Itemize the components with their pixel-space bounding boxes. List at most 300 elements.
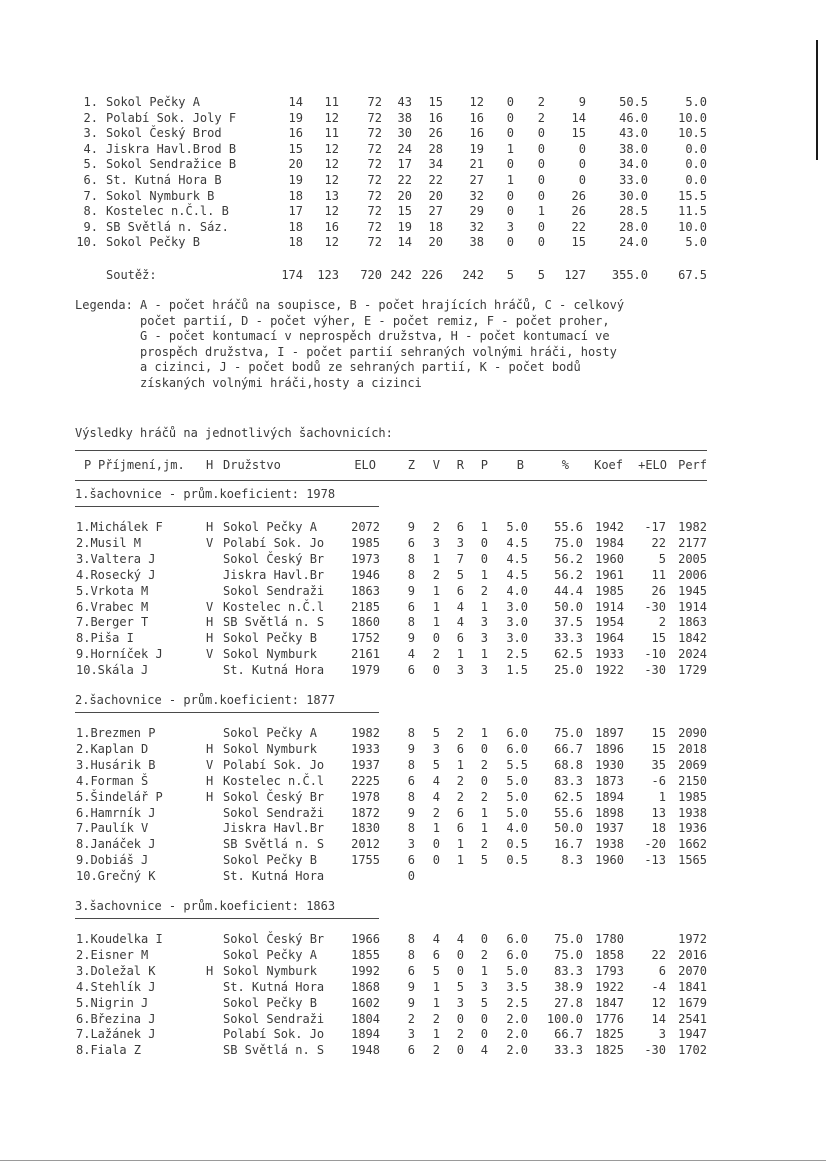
player-elo: 2185 (351, 599, 380, 614)
player-pct: 37.5 (554, 615, 583, 630)
team-col-e: 15 (428, 95, 443, 109)
player-team: Kostelec n.Č.l (223, 773, 325, 788)
team-col-f: 32 (469, 188, 484, 203)
player-r: 2 (456, 726, 464, 740)
player-pct: 27.8 (554, 995, 583, 1010)
player-team: SB Světlá n. S (223, 615, 325, 630)
header-h: H (206, 458, 214, 472)
player-r: 6 (456, 821, 464, 836)
player-elo: 1755 (351, 853, 380, 868)
player-koef: 1960 (595, 551, 624, 566)
player-host-flag: H (206, 631, 214, 646)
player-perf: 1985 (678, 789, 707, 804)
header-koef: Koef (594, 458, 623, 472)
player-elo: 2072 (351, 520, 380, 534)
player-name: 6.Hamrník J (76, 805, 156, 820)
player-team: Sokol Pečky A (223, 947, 317, 962)
team-col-b: 12 (324, 204, 339, 219)
team-col-j: 30.0 (619, 188, 648, 203)
team-rank: 5. (83, 157, 98, 172)
player-b: 3.5 (506, 979, 528, 994)
team-col-a: 18 (288, 235, 303, 250)
player-r: 1 (456, 837, 464, 852)
player-p: 1 (480, 520, 488, 534)
team-col-g: 3 (506, 219, 514, 234)
player-r: 1 (456, 853, 464, 868)
player-koef: 1873 (595, 773, 624, 788)
player-perf: 2090 (678, 726, 707, 740)
board-title: 2.šachovnice - prům.koeficient: 1877 (75, 693, 336, 707)
player-team: SB Světlá n. S (223, 837, 325, 852)
team-col-k: 0.0 (685, 157, 707, 172)
team-col-f: 21 (469, 157, 484, 172)
player-perf: 2016 (678, 947, 707, 962)
player-pct: 50.0 (554, 821, 583, 836)
player-pct: 44.4 (554, 583, 583, 598)
player-perf: 2018 (678, 741, 707, 756)
player-r: 4 (456, 615, 464, 630)
player-pct: 75.0 (554, 726, 583, 740)
player-r: 1 (456, 647, 464, 662)
player-z: 4 (407, 647, 415, 662)
player-koef: 1938 (595, 837, 624, 852)
player-v: 1 (432, 979, 440, 994)
player-name: 10.Skála J (76, 663, 149, 678)
player-v: 1 (432, 821, 440, 836)
player-team: Sokol Pečky B (223, 853, 317, 868)
player-elo: 1978 (351, 789, 380, 804)
player-team: Sokol Český Br (223, 789, 325, 804)
player-pct: 56.2 (554, 567, 583, 582)
player-z: 3 (407, 837, 415, 852)
player-delo: -30 (644, 663, 666, 678)
player-b: 3.0 (506, 615, 528, 630)
player-b: 0.5 (506, 837, 528, 852)
team-col-b: 12 (324, 173, 339, 187)
player-koef: 1793 (595, 963, 624, 978)
player-pct: 33.3 (554, 631, 583, 646)
player-p: 1 (480, 726, 488, 740)
totals-col-j: 355.0 (611, 268, 648, 282)
player-delo: 15 (651, 726, 666, 740)
player-b: 6.0 (506, 947, 528, 962)
player-pct: 38.9 (554, 979, 583, 994)
player-perf: 1842 (678, 631, 707, 646)
team-col-a: 17 (288, 204, 303, 219)
player-r: 0 (456, 1011, 464, 1026)
team-col-h: 0 (537, 173, 545, 187)
team-col-d: 38 (397, 110, 412, 125)
player-pct: 55.6 (554, 520, 583, 534)
player-team: Sokol Sendraži (223, 805, 325, 820)
player-name: 6.Březina J (76, 1011, 156, 1026)
team-col-f: 29 (469, 204, 484, 219)
player-r: 2 (456, 1027, 464, 1042)
team-col-j: 34.0 (619, 157, 648, 172)
player-perf: 2070 (678, 963, 707, 978)
player-delo: 6 (658, 963, 666, 978)
player-elo: 1973 (351, 551, 380, 566)
team-col-a: 16 (288, 126, 303, 141)
player-elo: 1863 (351, 583, 380, 598)
player-z: 6 (407, 853, 415, 868)
player-v: 0 (432, 837, 440, 852)
player-perf: 1863 (678, 615, 707, 630)
player-p: 0 (480, 932, 488, 946)
player-b: 5.0 (506, 963, 528, 978)
player-name: 8.Piša I (76, 631, 134, 646)
player-r: 6 (456, 631, 464, 646)
player-r: 6 (456, 805, 464, 820)
player-v: 2 (432, 1043, 440, 1058)
player-team: St. Kutná Hora (223, 869, 325, 884)
player-p: 3 (480, 663, 488, 678)
player-elo: 1979 (351, 663, 380, 678)
header-v: V (432, 458, 440, 472)
team-col-e: 22 (428, 173, 443, 187)
player-pct: 75.0 (554, 535, 583, 550)
player-team: SB Světlá n. S (223, 1043, 325, 1058)
player-z: 6 (407, 599, 415, 614)
player-perf: 1982 (678, 520, 707, 534)
legend-line: prospěch družstva, I - počet partií sehraných volnými hráči, hosty (75, 344, 617, 359)
player-name: 4.Stehlík J (76, 979, 156, 994)
player-team: Polabí Sok. Jo (223, 535, 325, 550)
board-title-rule (75, 918, 379, 919)
player-name: 5.Vrkota M (76, 583, 149, 598)
player-v: 4 (432, 789, 440, 804)
player-z: 6 (407, 773, 415, 788)
player-r: 2 (456, 773, 464, 788)
team-col-b: 16 (324, 219, 339, 234)
player-elo: 1982 (351, 726, 380, 740)
player-elo: 1872 (351, 805, 380, 820)
team-col-e: 20 (428, 188, 443, 203)
team-col-b: 11 (324, 126, 339, 141)
player-name: 3.Husárik B (76, 757, 156, 772)
legend-line: Legenda: A - počet hráčů na soupisce, B - počet hrajících hráčů, C - celkový (75, 298, 625, 312)
player-r: 1 (456, 757, 464, 772)
board-title-rule (75, 712, 379, 713)
player-team: St. Kutná Hora (223, 663, 325, 678)
player-elo: 1830 (351, 821, 380, 836)
player-z: 8 (407, 757, 415, 772)
player-elo: 1804 (351, 1011, 380, 1026)
player-perf: 1565 (678, 853, 707, 868)
team-col-i: 22 (571, 219, 586, 234)
team-col-i: 15 (571, 126, 586, 141)
player-perf: 1679 (678, 995, 707, 1010)
player-b: 2.0 (506, 1027, 528, 1042)
team-col-i: 15 (571, 235, 586, 250)
team-col-g: 0 (506, 126, 514, 141)
header-b: B (516, 458, 524, 472)
team-col-e: 26 (428, 126, 443, 141)
board-title: 3.šachovnice - prům.koeficient: 1863 (75, 899, 336, 913)
player-p: 1 (480, 567, 488, 582)
player-delo: 13 (651, 805, 666, 820)
player-delo: 1 (658, 789, 666, 804)
player-delo: -10 (644, 647, 666, 662)
player-pct: 25.0 (554, 663, 583, 678)
player-p: 2 (480, 837, 488, 852)
totals-col-a: 174 (281, 268, 303, 282)
player-pct: 8.3 (561, 853, 583, 868)
player-koef: 1930 (595, 757, 624, 772)
header-perf: Perf (678, 458, 707, 472)
team-col-k: 5.0 (685, 235, 707, 250)
team-col-c: 72 (367, 235, 382, 250)
player-delo: 22 (651, 535, 666, 550)
player-team: Sokol Nymburk (223, 741, 317, 756)
header-team: Družstvo (223, 458, 281, 472)
team-col-d: 19 (397, 219, 412, 234)
player-perf: 1945 (678, 583, 707, 598)
player-delo: -30 (644, 1043, 666, 1058)
player-koef: 1825 (595, 1043, 624, 1058)
player-p: 0 (480, 741, 488, 756)
totals-col-d: 242 (390, 268, 412, 282)
team-col-d: 30 (397, 126, 412, 141)
player-p: 5 (480, 995, 488, 1010)
player-z: 6 (407, 963, 415, 978)
team-col-c: 72 (367, 204, 382, 219)
team-col-g: 0 (506, 204, 514, 219)
player-p: 1 (480, 963, 488, 978)
team-col-e: 18 (428, 219, 443, 234)
player-r: 5 (456, 979, 464, 994)
player-name: 3.Doležal K (76, 963, 156, 978)
player-delo: 22 (651, 947, 666, 962)
team-rank: 7. (83, 188, 98, 203)
player-pct: 62.5 (554, 789, 583, 804)
player-elo: 1937 (351, 757, 380, 772)
player-p: 1 (480, 821, 488, 836)
player-b: 0.5 (506, 853, 528, 868)
player-delo: 3 (658, 1027, 666, 1042)
player-team: Sokol Pečky A (223, 726, 317, 740)
header-pct: % (561, 458, 569, 472)
player-b: 2.5 (506, 995, 528, 1010)
player-p: 0 (480, 773, 488, 788)
team-col-b: 13 (324, 188, 339, 203)
legend-line: G - počet kontumací v neprospěch družstva, H - počet kontumací ve (75, 329, 610, 344)
team-col-h: 0 (537, 126, 545, 141)
player-r: 2 (456, 789, 464, 804)
player-perf: 2177 (678, 535, 707, 550)
player-pct: 33.3 (554, 1043, 583, 1058)
player-p: 0 (480, 535, 488, 550)
team-col-a: 15 (288, 141, 303, 156)
header-elo: ELO (354, 458, 376, 472)
team-name: St. Kutná Hora B (106, 173, 222, 187)
player-b: 6.0 (506, 932, 528, 946)
team-name: SB Světlá n. Sáz. (106, 219, 229, 234)
player-name: 2.Eisner M (76, 947, 149, 962)
team-col-g: 1 (506, 141, 514, 156)
player-r: 0 (456, 947, 464, 962)
player-team: St. Kutná Hora (223, 979, 325, 994)
player-p: 1 (480, 647, 488, 662)
player-koef: 1964 (595, 631, 624, 646)
player-delo: -17 (644, 520, 666, 534)
player-v: 1 (432, 599, 440, 614)
team-col-d: 43 (397, 95, 412, 109)
team-col-h: 0 (537, 141, 545, 156)
player-elo: 1933 (351, 741, 380, 756)
player-name: 6.Vrabec M (76, 599, 149, 614)
totals-col-f: 242 (462, 268, 484, 282)
player-host-flag: V (206, 757, 214, 772)
player-elo: 1985 (351, 535, 380, 550)
player-p: 3 (480, 979, 488, 994)
player-perf: 1841 (678, 979, 707, 994)
player-host-flag: H (206, 615, 214, 630)
player-p: 2 (480, 947, 488, 962)
team-col-a: 20 (288, 157, 303, 172)
header-p: P (84, 458, 92, 472)
player-r: 7 (456, 551, 464, 566)
player-v: 4 (432, 932, 440, 946)
player-koef: 1985 (595, 583, 624, 598)
player-delo: -4 (651, 979, 666, 994)
team-col-f: 12 (469, 95, 484, 109)
player-z: 9 (407, 520, 415, 534)
team-col-d: 14 (397, 235, 412, 250)
player-b: 2.0 (506, 1011, 528, 1026)
player-v: 5 (432, 726, 440, 740)
player-team: Sokol Český Br (223, 932, 325, 946)
player-host-flag: H (206, 963, 214, 978)
board-title: 1.šachovnice - prům.koeficient: 1978 (75, 487, 336, 501)
player-b: 4.5 (506, 535, 528, 550)
player-v: 3 (432, 535, 440, 550)
team-col-f: 16 (469, 110, 484, 125)
player-koef: 1922 (595, 979, 624, 994)
player-b: 5.0 (506, 805, 528, 820)
player-pct: 66.7 (554, 1027, 583, 1042)
player-z: 8 (407, 947, 415, 962)
player-perf: 1947 (678, 1027, 707, 1042)
team-col-k: 5.0 (685, 95, 707, 109)
team-col-d: 22 (397, 173, 412, 187)
player-v: 1 (432, 583, 440, 598)
team-col-a: 19 (288, 173, 303, 187)
team-rank: 4. (83, 141, 98, 156)
player-p: 5 (480, 853, 488, 868)
player-name: 1.Koudelka I (76, 932, 163, 946)
player-z: 8 (407, 567, 415, 582)
team-name: Sokol Pečky B (106, 235, 200, 250)
player-perf: 1914 (678, 599, 707, 614)
player-v: 5 (432, 757, 440, 772)
player-z: 8 (407, 789, 415, 804)
team-col-k: 0.0 (685, 173, 707, 187)
player-koef: 1825 (595, 1027, 624, 1042)
player-perf: 1936 (678, 821, 707, 836)
player-name: 9.Horníček J (76, 647, 163, 662)
player-delo: 12 (651, 995, 666, 1010)
player-z: 9 (407, 805, 415, 820)
player-koef: 1914 (595, 599, 624, 614)
player-z: 8 (407, 551, 415, 566)
team-col-c: 72 (367, 219, 382, 234)
player-z: 9 (407, 631, 415, 646)
player-name: 7.Lažánek J (76, 1027, 156, 1042)
team-col-e: 16 (428, 110, 443, 125)
team-col-f: 27 (469, 173, 484, 187)
player-perf: 1972 (678, 932, 707, 946)
player-v: 3 (432, 741, 440, 756)
team-col-f: 38 (469, 235, 484, 250)
team-col-f: 32 (469, 219, 484, 234)
team-col-h: 1 (537, 204, 545, 219)
player-b: 4.5 (506, 551, 528, 566)
team-col-i: 0 (578, 173, 586, 187)
team-col-c: 72 (367, 188, 382, 203)
player-z: 3 (407, 1027, 415, 1042)
player-name: 1.Michálek F (76, 520, 163, 534)
player-name: 10.Grečný K (76, 869, 156, 884)
team-col-h: 0 (537, 157, 545, 172)
player-host-flag: H (206, 741, 214, 756)
player-delo: -13 (644, 853, 666, 868)
player-p: 1 (480, 599, 488, 614)
header-pp: P (480, 458, 488, 472)
board-title-rule (75, 506, 379, 507)
player-z: 8 (407, 726, 415, 740)
player-host-flag: H (206, 520, 214, 534)
player-host-flag: H (206, 773, 214, 788)
player-z: 9 (407, 979, 415, 994)
team-col-e: 28 (428, 141, 443, 156)
player-p: 0 (480, 551, 488, 566)
player-koef: 1858 (595, 947, 624, 962)
player-elo: 2161 (351, 647, 380, 662)
team-col-e: 34 (428, 157, 443, 172)
team-name: Sokol Pečky A (106, 95, 200, 109)
player-z: 6 (407, 535, 415, 550)
player-perf: 2006 (678, 567, 707, 582)
header-z: Z (407, 458, 415, 472)
team-col-g: 0 (506, 95, 514, 109)
totals-col-h: 5 (537, 268, 545, 282)
player-host-flag: H (206, 789, 214, 804)
player-perf: 2150 (678, 773, 707, 788)
player-koef: 1922 (595, 663, 624, 678)
team-rank: 10. (76, 235, 98, 250)
team-col-c: 72 (367, 157, 382, 172)
player-b: 1.5 (506, 663, 528, 678)
header-delo: +ELO (638, 458, 667, 472)
player-delo: 5 (658, 551, 666, 566)
player-v: 0 (432, 631, 440, 646)
player-v: 1 (432, 1027, 440, 1042)
player-pct: 56.2 (554, 551, 583, 566)
player-z: 6 (407, 663, 415, 678)
player-elo: 1855 (351, 947, 380, 962)
player-v: 1 (432, 995, 440, 1010)
player-b: 5.5 (506, 757, 528, 772)
header-name: Příjmení,jm. (98, 458, 185, 472)
player-p: 3 (480, 631, 488, 646)
team-rank: 6. (83, 173, 98, 187)
player-perf: 1938 (678, 805, 707, 820)
team-col-g: 0 (506, 110, 514, 125)
player-p: 2 (480, 757, 488, 772)
team-col-k: 10.0 (678, 219, 707, 234)
team-col-i: 0 (578, 157, 586, 172)
